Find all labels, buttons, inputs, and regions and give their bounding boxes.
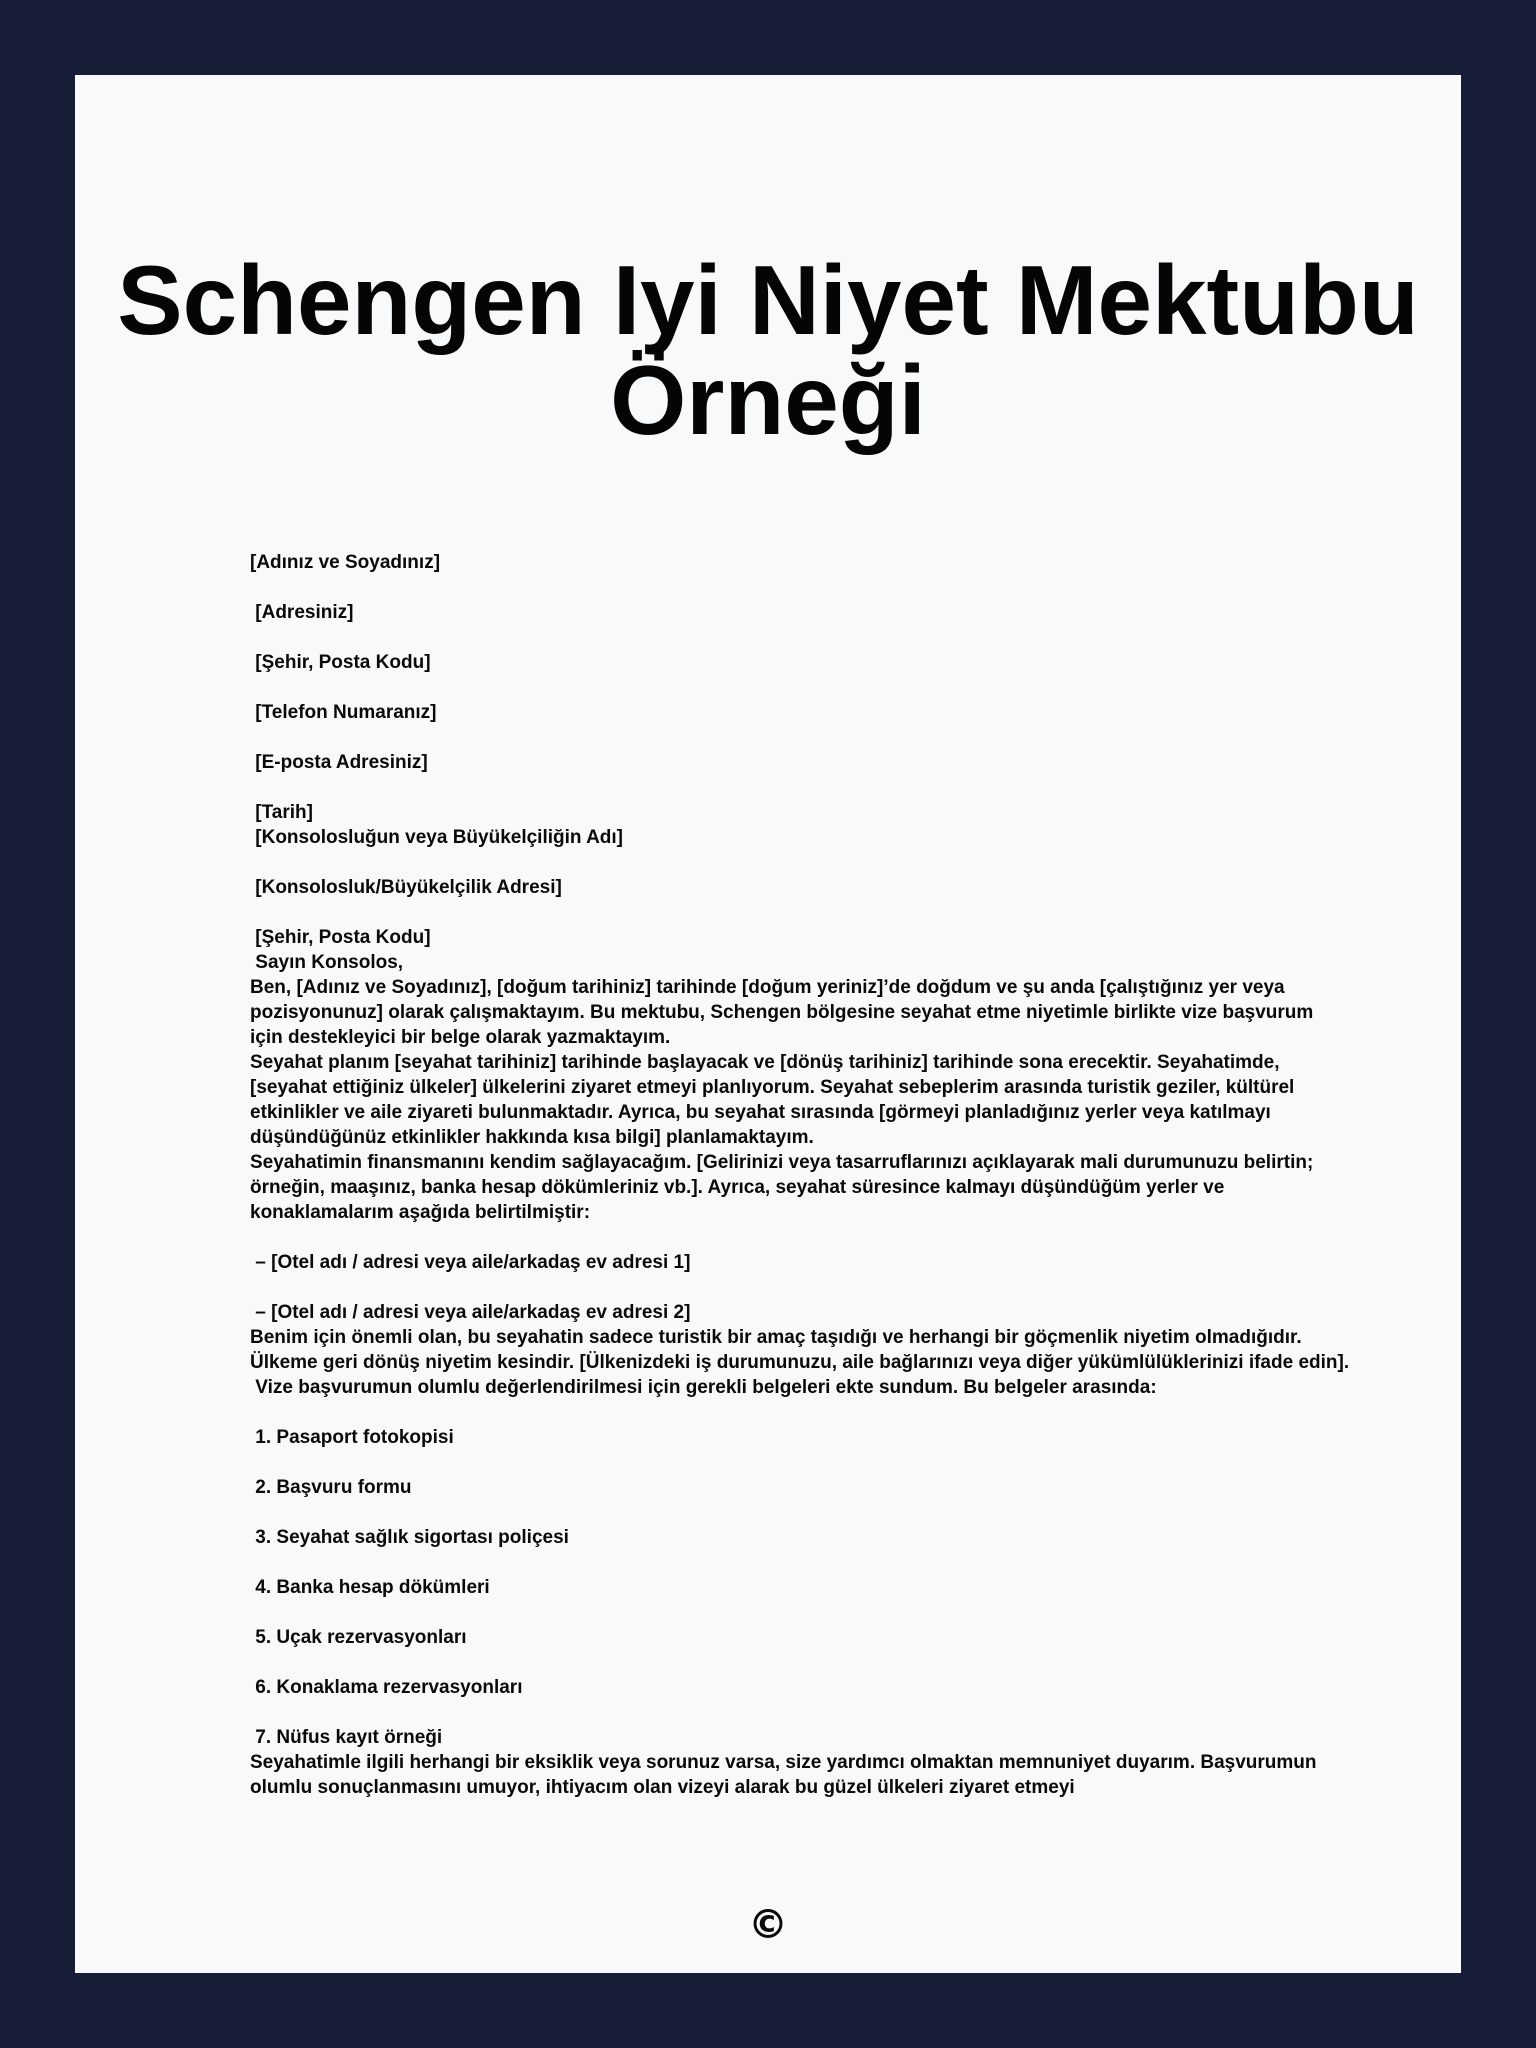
document-list-item: 5. Uçak rezervasyonları — [250, 1627, 467, 1648]
document-list-item: 3. Seyahat sağlık sigortası poliçesi — [250, 1527, 569, 1548]
document-title: Schengen Iyi Niyet Mektubu Örneği — [117, 245, 1419, 455]
paragraph-intent: Benim için önemli olan, bu seyahatin sadece turistik bir amaç taşıdığı ve herhangi bir göçmenlik niyetim olmadığıdır. Ülkeme geri dönüş niyetim kesindir. [Ülkenizdeki iş durumunuzu, aile bağlarınızı veya diğer yükümlülüklerinizi ifade edin]. — [250, 1327, 1350, 1373]
recipient-address: [Konsolosluk/Büyükelçilik Adresi] — [250, 877, 562, 898]
copyright-icon: © — [748, 1902, 788, 1948]
document-list-item: 2. Başvuru formu — [250, 1477, 412, 1498]
accommodation-item-1: – [Otel adı / adresi veya aile/arkadaş ev adresi 1] — [250, 1252, 691, 1273]
paragraph-closing: Seyahatimle ilgili herhangi bir eksiklik veya sorunuz varsa, size yardımcı olmaktan memnuniyet duyarım. Başvurumun olumlu sonuçlanmasını umuyor, ihtiyacım olan vizeyi alarak bu güzel ülkeleri ziyaret etmeyi — [250, 1752, 1322, 1798]
accommodation-item-2: – [Otel adı / adresi veya aile/arkadaş ev adresi 2] — [250, 1302, 691, 1323]
paragraph-documents: Vize başvurumun olumlu değerlendirilmesi için gerekli belgeleri ekte sundum. Bu belgeler arasında: — [250, 1377, 1157, 1398]
document-list-item: 6. Konaklama rezervasyonları — [250, 1677, 523, 1698]
letter-body — [250, 550, 1350, 1800]
sender-name: [Adınız ve Soyadınız] — [250, 552, 441, 573]
paragraph-intro: Ben, [Adınız ve Soyadınız], [doğum tarihiniz] tarihinde [doğum yeriniz]’de doğdum ve şu anda [çalıştığınız yer veya pozisyonunuz] olarak çalışmaktayım. Bu mektubu, Schengen bölgesine seyahat etme niyetimle birlikte vize başvurum için destekleyici bir belge olarak yazmaktayım. — [250, 977, 1319, 1048]
salutation: Sayın Konsolos, — [250, 952, 404, 973]
letter-date: [Tarih] — [250, 802, 313, 823]
document-page — [75, 75, 1461, 1973]
recipient-name: [Konsolosluğun veya Büyükelçiliğin Adı] — [250, 827, 624, 848]
document-list-item: 7. Nüfus kayıt örneği — [250, 1727, 443, 1748]
sender-phone: [Telefon Numaranız] — [250, 702, 437, 723]
document-list-item: 1. Pasaport fotokopisi — [250, 1427, 454, 1448]
sender-address: [Adresiniz] — [250, 602, 354, 623]
paragraph-finance: Seyahatimin finansmanını kendim sağlayacağım. [Gelirinizi veya tasarruflarınızı açıklayarak mali durumunuzu belirtin; örneğin, maaşınız, banka hesap dökümleriniz vb.]. Ayrıca, seyahat süresince kalmayı düşündüğüm yerler ve konaklamalarım aşağıda belirtilmiştir: — [250, 1152, 1319, 1223]
recipient-city: [Şehir, Posta Kodu] — [250, 927, 431, 948]
sender-email: [E-posta Adresiniz] — [250, 752, 428, 773]
sender-city: [Şehir, Posta Kodu] — [250, 652, 431, 673]
paragraph-plan: Seyahat planım [seyahat tarihiniz] tarihinde başlayacak ve [dönüş tarihiniz] tarihinde sona erecektir. Seyahatimde, [seyahat ettiğiniz ülkeler] ülkelerini ziyaret etmeyi planlıyorum. Seyahat sebeplerim arasında turistik geziler, kültürel etkinlikler ve aile ziyareti bulunmaktadır. Ayrıca, bu seyahat sırasında [görmeyi planladığınız yerler veya katılmayı düşündüğünüz etkinlikler hakkında kısa bilgi] planlamaktayım. — [250, 1052, 1300, 1148]
document-list-item: 4. Banka hesap dökümleri — [250, 1577, 490, 1598]
